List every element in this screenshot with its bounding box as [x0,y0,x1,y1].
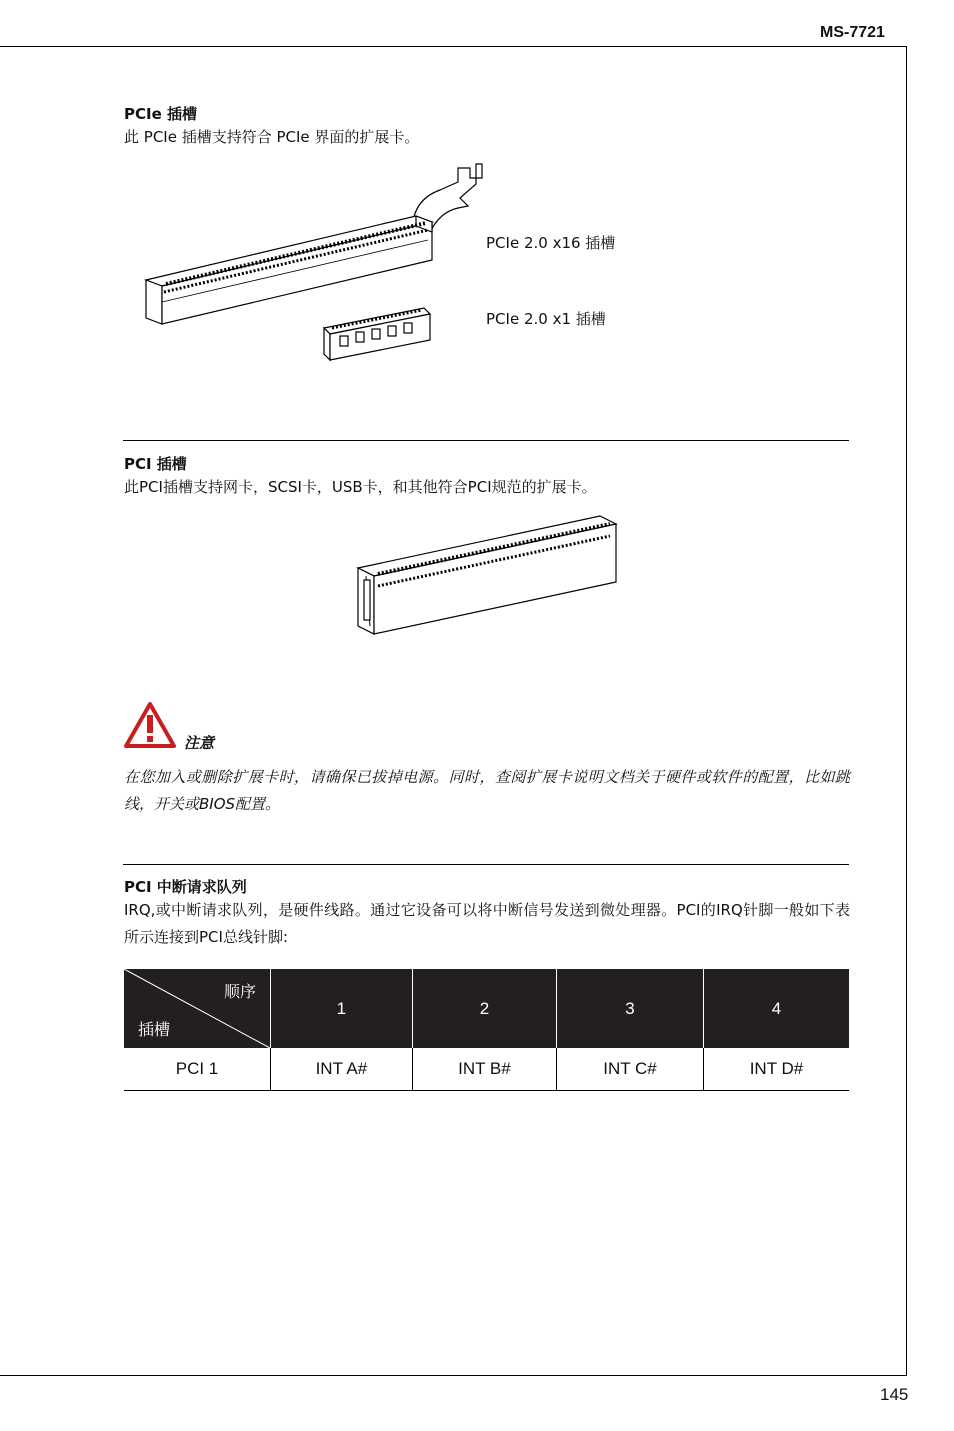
corner-label-order: 顺序 [223,984,256,1001]
corner-label-slot: 插槽 [138,1022,171,1039]
pcie-x1-label: PCIe 2.0 x1 插槽 [486,310,606,328]
table-cell: INT D# [703,1048,849,1091]
table-header-cell: 4 [703,969,849,1048]
table-cell: INT C# [557,1048,704,1091]
pcie-x1-slot-illustration [324,308,430,360]
pci-description: 此PCI插槽支持网卡，SCSI卡，USB卡，和其他符合PCI规范的扩展卡。 [124,478,597,496]
irq-heading: PCI 中断请求队列 [124,878,247,896]
right-margin-rule [906,46,907,1376]
table-row [124,1048,849,1091]
table-header-row [124,969,849,1048]
pcie-x16-slot-illustration [146,164,482,324]
table-header-cell: 1 [271,969,413,1048]
table-cell: INT A# [271,1048,413,1091]
warning-icon [124,702,176,748]
section-divider [123,440,849,441]
page-number: 145 [880,1385,909,1404]
pci-slot-illustration [354,510,620,638]
note-heading: 注意 [184,734,215,752]
table-corner-cell [124,969,271,1048]
irq-description: IRQ,或中断请求队列，是硬件线路。通过它设备可以将中断信号发送到微处理器。PCI的IRQ针脚一般如下表所示连接到PCI总线针脚: [124,901,850,946]
pcie-slots-illustration [140,160,490,370]
section-divider [123,864,849,865]
pcie-heading: PCIe 插槽 [124,105,197,123]
table-header-cell: 2 [412,969,556,1048]
model-number: MS-7721 [820,24,885,41]
pcie-description: 此 PCIe 插槽支持符合 PCIe 界面的扩展卡。 [124,128,420,146]
note-text: 在您加入或删除扩展卡时，请确保已拔掉电源。同时，查阅扩展卡说明文档关于硬件或软件的配置，比如跳线，开关或BIOS配置。 [124,768,850,813]
table-cell-slot: PCI 1 [124,1048,271,1091]
pci-heading: PCI 插槽 [124,455,187,473]
table-header-cell: 3 [557,969,704,1048]
header-rule [0,46,906,47]
table-cell: INT B# [412,1048,556,1091]
pcie-x16-label: PCIe 2.0 x16 插槽 [486,234,616,252]
footer-rule [0,1375,906,1376]
irq-table [124,969,849,1091]
